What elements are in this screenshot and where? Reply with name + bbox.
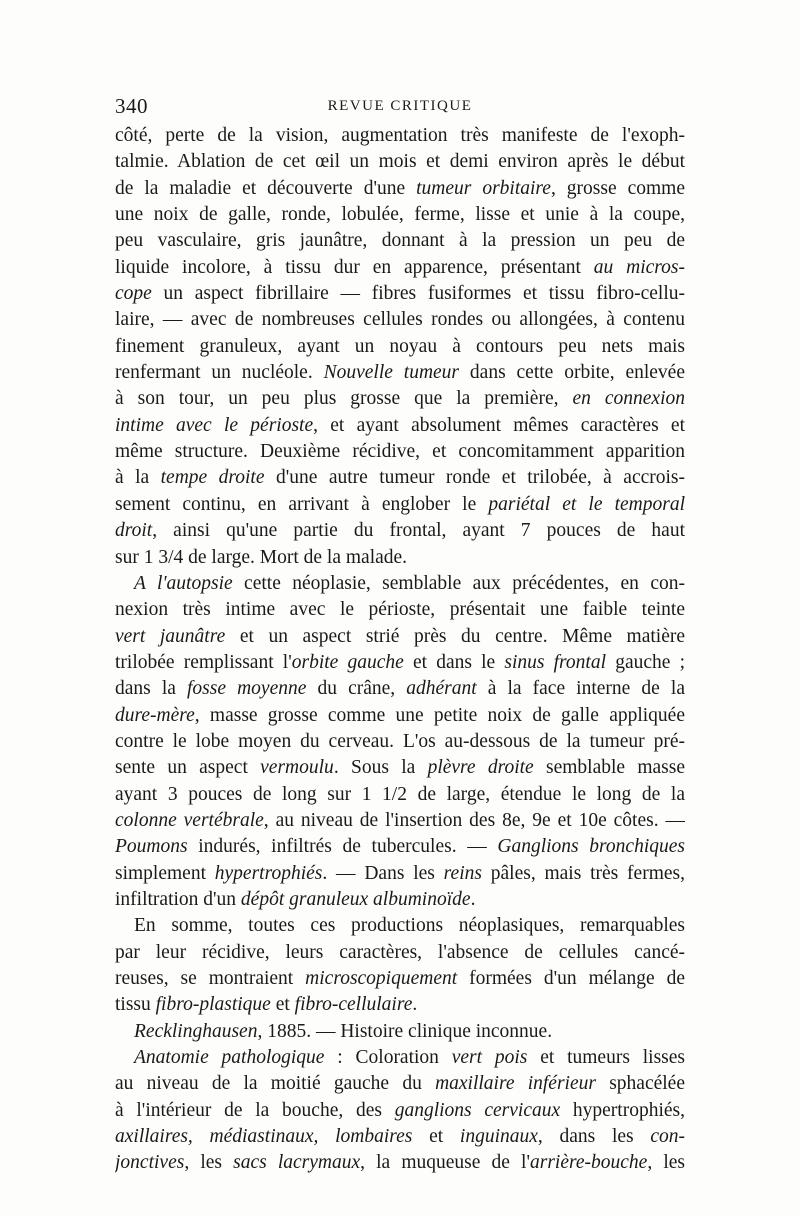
text-run: , grosse comme xyxy=(550,177,685,199)
text-run: dans la xyxy=(115,678,187,700)
text-run: côté, perte de la vision, augmentation très manifeste de l'exoph- xyxy=(115,125,685,146)
italic-text-run: dépôt granuleux albuminoïde xyxy=(240,888,471,910)
italic-text-run: en connexion xyxy=(572,388,685,410)
text-run: . — Dans les xyxy=(322,862,444,884)
page-number: 340 xyxy=(115,94,148,118)
text-run: laire, — avec de nombreuses cellules rondes ou allongées, à contenu xyxy=(115,309,685,331)
text-run: d'une autre tumeur ronde et trilobée, à accrois- xyxy=(264,467,685,489)
text-run: simplement xyxy=(115,862,215,884)
text-run: et xyxy=(412,1126,460,1148)
italic-text-run: con- xyxy=(650,1126,685,1148)
text-run: sur 1 3/4 de large. Mort de la malade. xyxy=(115,546,408,568)
italic-text-run: ganglions cervicaux xyxy=(394,1099,561,1121)
text-run: par leur récidive, leurs caractères, l'absence de cellules cancé- xyxy=(115,941,685,963)
italic-text-run: Nouvelle tumeur xyxy=(323,362,460,384)
italic-text-run: Recklinghausen xyxy=(134,1020,258,1042)
text-run: , les xyxy=(184,1152,234,1174)
italic-text-run: tempe droite xyxy=(160,467,265,489)
page-header xyxy=(115,94,685,120)
text-line xyxy=(115,255,685,281)
italic-text-run: fibro-cellulaire xyxy=(294,994,413,1016)
italic-text-run: intime avec le périoste xyxy=(115,414,314,436)
italic-text-run: Ganglions bronchiques xyxy=(497,836,685,858)
text-line xyxy=(115,940,685,966)
text-run: tissu xyxy=(115,994,156,1016)
text-run: de la maladie et découverte d'une xyxy=(115,177,417,199)
text-line xyxy=(115,1124,685,1150)
italic-text-run: Anatomie pathologique xyxy=(134,1047,325,1069)
text-run: , masse grosse comme une petite noix de galle appliquée xyxy=(194,704,685,726)
italic-text-run: hypertrophiés xyxy=(214,862,323,884)
italic-text-run: fosse moyenne xyxy=(187,678,307,700)
text-run: et tumeurs lisses xyxy=(527,1047,685,1069)
italic-text-run: vert jaunâtre xyxy=(115,625,226,647)
text-run: , et ayant absolument mêmes caractères et xyxy=(313,414,685,436)
text-run: même structure. Deuxième récidive, et concomitamment apparition xyxy=(115,441,685,463)
text-run: , dans les xyxy=(537,1126,651,1148)
text-run: reuses, se montraient xyxy=(115,968,306,989)
text-run: sement continu, en arrivant à englober le xyxy=(115,493,489,515)
text-run: cette néoplasie, semblable aux précédentes, en con- xyxy=(232,572,685,594)
italic-text-run: microscopiquement xyxy=(305,968,458,989)
italic-text-run: maxillaire inférieur xyxy=(435,1073,596,1095)
body-text xyxy=(115,123,685,1177)
text-line xyxy=(115,913,685,939)
text-run: hypertrophiés, xyxy=(560,1099,685,1121)
text-run: une noix de galle, ronde, lobulée, ferme, lisse et unie à la coupe, xyxy=(115,204,685,226)
text-line xyxy=(115,1019,685,1045)
italic-text-run: axillaires, médiastinaux, lombaires xyxy=(115,1126,413,1148)
text-line xyxy=(115,755,685,781)
text-run: à la face interne de la xyxy=(476,678,685,700)
text-run: talmie. Ablation de cet œil un mois et demi environ après le début xyxy=(115,151,685,173)
text-line xyxy=(115,386,685,412)
text-run: nexion très intime avec le périoste, présentait une faible teinte xyxy=(115,599,685,621)
italic-text-run: adhérant xyxy=(406,678,477,700)
text-line xyxy=(115,228,685,254)
italic-text-run: vermoulu xyxy=(260,757,334,779)
text-line xyxy=(115,149,685,175)
text-line xyxy=(115,202,685,228)
text-line xyxy=(115,650,685,676)
text-line xyxy=(115,360,685,386)
text-run: contre le lobe moyen du cerveau. L'os au-dessous de la tumeur pré- xyxy=(115,730,685,752)
text-run: peu vasculaire, gris jaunâtre, donnant à la pression un peu de xyxy=(115,230,685,252)
italic-text-run: inguinaux xyxy=(459,1126,538,1148)
italic-text-run: vert pois xyxy=(451,1047,528,1069)
italic-text-run: sacs lacrymaux xyxy=(233,1152,361,1174)
text-line xyxy=(115,413,685,439)
text-run: et dans le xyxy=(403,651,505,673)
text-run: gauche ; xyxy=(606,651,685,673)
italic-text-run: reins xyxy=(443,862,482,884)
italic-text-run: jonctives xyxy=(115,1152,185,1174)
text-run: , ainsi qu'une partie du frontal, ayant 7 pouces de haut xyxy=(152,520,685,542)
italic-text-run: sinus frontal xyxy=(504,651,607,673)
text-run: trilobée remplissant l' xyxy=(115,651,292,673)
text-line xyxy=(115,307,685,333)
italic-text-run: au micros- xyxy=(593,256,685,278)
text-line xyxy=(115,887,685,913)
text-run: , 1885. — Histoire clinique inconnue. xyxy=(257,1020,553,1042)
text-run: à l'intérieur de la bouche, des xyxy=(115,1099,395,1121)
italic-text-run: pariétal et le temporal xyxy=(488,493,685,515)
italic-text-run: droit xyxy=(115,520,153,542)
italic-text-run: Poumons xyxy=(115,836,188,858)
italic-text-run: cope xyxy=(115,283,152,305)
text-run: liquide incolore, à tissu dur en apparence, présentant xyxy=(115,256,594,278)
text-run: indurés, infiltrés de tubercules. — xyxy=(187,836,498,858)
italic-text-run: dure-mère xyxy=(115,704,195,726)
text-line xyxy=(115,1045,685,1071)
text-line xyxy=(115,861,685,887)
text-run: renfermant un nucléole. xyxy=(115,362,324,384)
text-line xyxy=(115,492,685,518)
text-run: , les xyxy=(647,1152,685,1174)
italic-text-run: orbite gauche xyxy=(291,651,404,673)
text-line xyxy=(115,729,685,755)
text-line xyxy=(115,518,685,544)
italic-text-run: tumeur orbitaire xyxy=(416,177,551,199)
text-line xyxy=(115,1150,685,1176)
text-line xyxy=(115,281,685,307)
text-line xyxy=(115,1071,685,1097)
text-run: formées d'un mélange de xyxy=(457,968,685,989)
text-run: sphacélée xyxy=(595,1073,685,1095)
text-run: à son tour, un peu plus grosse que la première, xyxy=(115,388,573,410)
text-line xyxy=(115,808,685,834)
text-line xyxy=(115,545,685,571)
text-run: : Coloration xyxy=(324,1047,452,1069)
text-line xyxy=(115,465,685,491)
italic-text-run: plèvre droite xyxy=(427,757,534,779)
text-line xyxy=(115,123,685,149)
italic-text-run: fibro-plastique xyxy=(155,994,271,1016)
text-run: En somme, toutes ces productions néoplasiques, remarquables xyxy=(134,915,685,937)
text-run: sente un aspect xyxy=(115,757,261,779)
text-run: infiltration d'un xyxy=(115,888,241,910)
text-line xyxy=(115,334,685,360)
text-run: à la xyxy=(115,467,161,489)
text-line xyxy=(115,782,685,808)
running-head: REVUE CRITIQUE xyxy=(327,98,473,114)
text-run: . xyxy=(412,994,418,1016)
text-line xyxy=(115,703,685,729)
text-line xyxy=(115,966,685,992)
text-run: . xyxy=(470,888,476,910)
text-line xyxy=(115,176,685,202)
text-run: , la muqueuse de l' xyxy=(360,1152,530,1174)
text-line xyxy=(115,676,685,702)
text-run: . Sous la xyxy=(333,757,428,779)
text-run: , au niveau de l'insertion des 8e, 9e et 10e côtes. — xyxy=(263,809,685,831)
text-run: du crâne, xyxy=(306,678,407,700)
text-run: au niveau de la moitié gauche du xyxy=(115,1073,436,1095)
italic-text-run: A l'autopsie xyxy=(134,572,233,594)
text-line xyxy=(115,834,685,860)
text-run: pâles, mais très fermes, xyxy=(481,862,685,884)
text-line xyxy=(115,992,685,1018)
text-run: ayant 3 pouces de long sur 1 1/2 de large, étendue le long de la xyxy=(115,783,685,805)
text-run: et xyxy=(270,994,295,1016)
text-line xyxy=(115,439,685,465)
text-line xyxy=(115,624,685,650)
text-line xyxy=(115,571,685,597)
text-run: et un aspect strié près du centre. Même matière xyxy=(225,625,685,647)
italic-text-run: arrière-bouche xyxy=(529,1152,648,1174)
italic-text-run: colonne vertébrale xyxy=(115,809,264,831)
text-line xyxy=(115,597,685,623)
text-line xyxy=(115,1098,685,1124)
text-run: un aspect fibrillaire — fibres fusiformes et tissu fibro-cellu- xyxy=(151,283,685,305)
text-run: semblable masse xyxy=(533,757,685,779)
text-run: dans cette orbite, enlevée xyxy=(459,362,685,384)
text-run: finement granuleux, ayant un noyau à contours peu nets mais xyxy=(115,335,685,357)
